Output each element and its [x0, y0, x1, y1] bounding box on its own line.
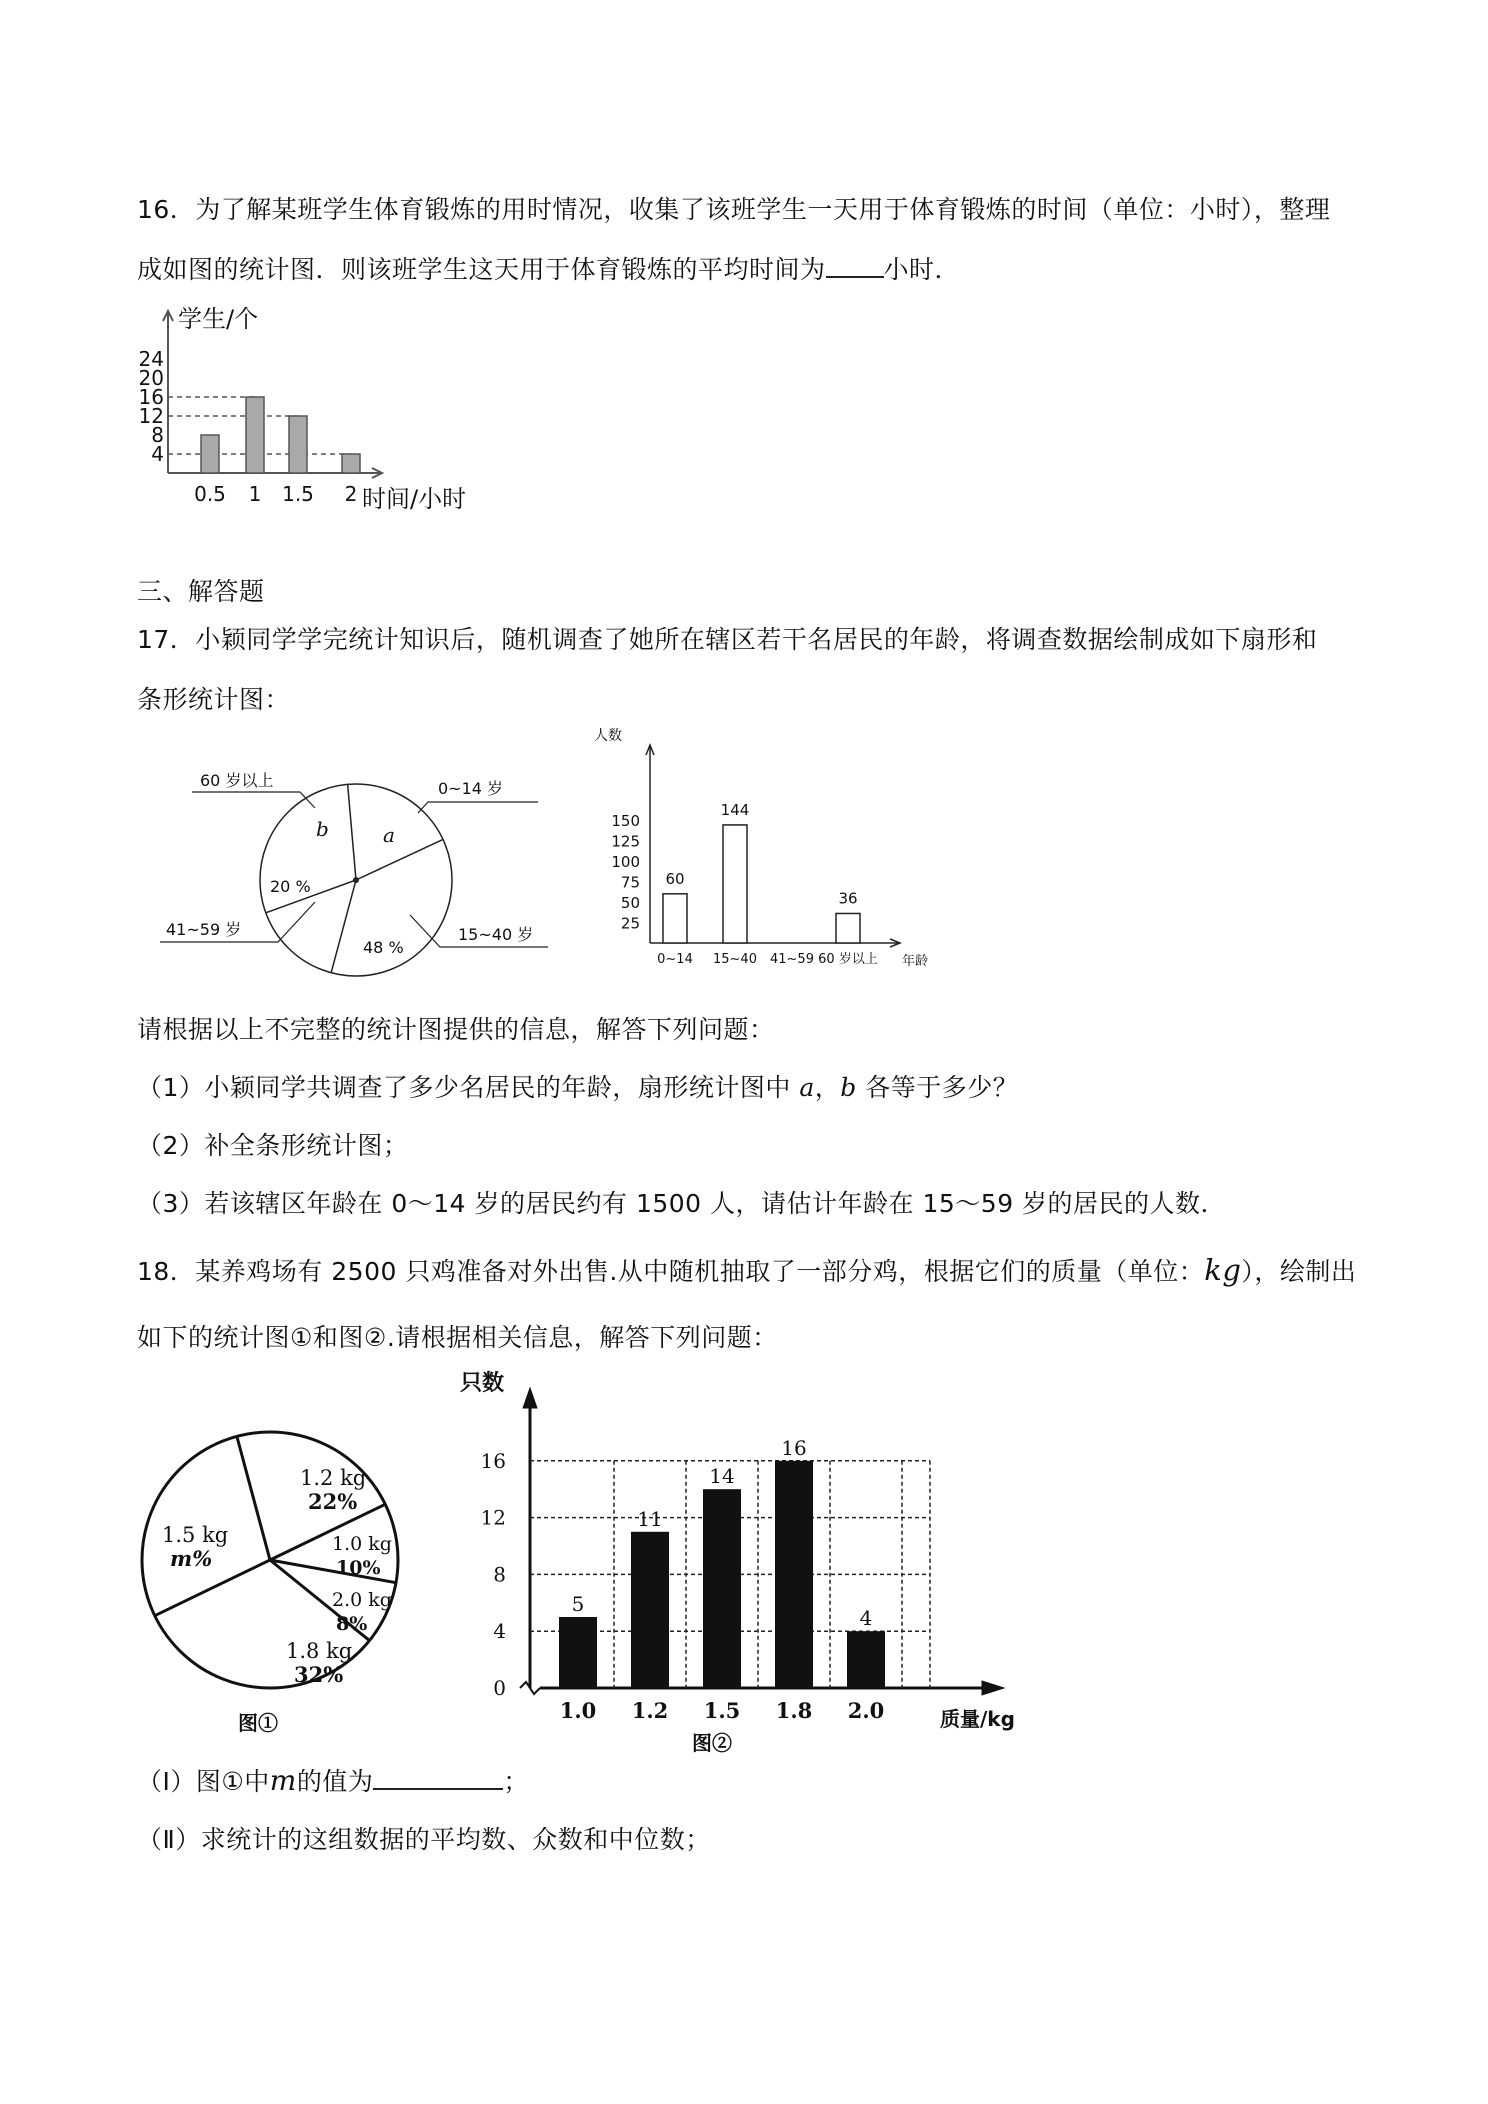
- y-tick-label: 150: [611, 812, 640, 830]
- x-axis-arrow: [982, 1681, 1004, 1695]
- x-tick-label: 1.0: [559, 1698, 597, 1723]
- var-m: m: [269, 1764, 297, 1797]
- figure-caption: 图②: [692, 1731, 732, 1755]
- slice-percent: 10%: [336, 1557, 381, 1579]
- slice-label: 1.0 kg: [332, 1533, 392, 1555]
- data-label: 11: [637, 1506, 663, 1531]
- slice-label: 2.0 kg: [332, 1589, 392, 1611]
- q17-line-2: 条形统计图：: [137, 685, 291, 714]
- var-b: b: [840, 1073, 857, 1102]
- q17-part-3: （3）若该辖区年龄在 0～14 岁的居民约有 1500 人，请估计年龄在 15～59 岁的居民的人数．: [137, 1189, 1227, 1218]
- bar: [246, 397, 264, 473]
- q17-part-1-text-b: 各等于多少？: [856, 1073, 1019, 1102]
- x-axis-label: 时间/小时: [362, 485, 467, 513]
- x-tick-label: 1.5: [703, 1698, 741, 1723]
- data-label: 144: [720, 800, 750, 819]
- leader-0-14: [418, 802, 538, 813]
- mass-pie-chart: [120, 1400, 420, 1735]
- x-tick-label: 15~40: [713, 952, 757, 967]
- exercise-time-bar-chart: [130, 305, 470, 513]
- q16-text-a: 成如图的统计图．则该班学生这天用于体育锻炼的平均时间为: [137, 255, 826, 284]
- x-tick-label: 60 岁以上: [818, 952, 878, 967]
- q17-part-2: （2）补全条形统计图；: [137, 1131, 409, 1160]
- x-tick-label: 0.5: [194, 482, 226, 506]
- q18-part-I-text-c: ；: [503, 1767, 529, 1796]
- y-tick-label: 125: [611, 832, 640, 851]
- q17-line-1: 17．小颖同学学完统计知识后，随机调查了她所在辖区若干名居民的年龄，将调查数据绘制成如下扇形和: [137, 625, 1318, 654]
- bar: [289, 416, 307, 473]
- q17-part-1: [137, 1068, 1018, 1104]
- y-axis-arrow: [523, 1388, 537, 1408]
- x-tick-label: 1: [248, 482, 262, 506]
- unit-kg: kg: [1204, 1253, 1242, 1287]
- slice-label-20: 20 %: [270, 877, 311, 896]
- slice-percent: m%: [170, 1546, 213, 1571]
- age-bar-chart: [590, 725, 970, 975]
- y-tick-label: 20: [138, 366, 164, 390]
- slice-label-b: b: [316, 817, 329, 841]
- y-axis-label: 人数: [594, 728, 622, 744]
- x-tick-label: 1.2: [631, 1698, 669, 1723]
- section-3-heading: 三、解答题: [137, 577, 265, 606]
- q18-answer-blank[interactable]: [373, 1763, 503, 1790]
- q18-part-I-text-a: （Ⅰ）图①中: [137, 1767, 270, 1796]
- mass-bar-chart: [430, 1360, 1020, 1755]
- figure-caption: 图①: [238, 1711, 278, 1735]
- q16-answer-blank[interactable]: [826, 251, 884, 278]
- bar: [201, 435, 219, 473]
- category-label-15-40: 15~40 岁: [458, 925, 534, 944]
- pie-center: [353, 877, 359, 883]
- slice-label: 1.5 kg: [162, 1523, 229, 1547]
- y-tick-label: 100: [611, 853, 640, 871]
- y-tick-label: 4: [151, 442, 164, 466]
- y-tick-label: 12: [138, 404, 164, 428]
- slice-percent: 32%: [294, 1662, 344, 1687]
- x-tick-label: 2.0: [847, 1698, 885, 1723]
- q17-part-1-text-a: （1）小颖同学共调查了多少名居民的年龄，扇形统计图中: [137, 1073, 800, 1102]
- leader-60: [192, 792, 315, 808]
- y-tick-label: 16: [480, 1448, 506, 1473]
- slice-label: 1.2 kg: [300, 1466, 367, 1490]
- y-tick-label: 8: [151, 423, 164, 447]
- slice-percent: 22%: [308, 1489, 358, 1514]
- x-tick-label: 1.5: [282, 482, 314, 506]
- pie-divider: [237, 1436, 270, 1560]
- data-label: 5: [571, 1592, 585, 1616]
- bar: [663, 894, 687, 943]
- x-tick-label: 41~59: [770, 952, 814, 967]
- q18-line-1-text-a: 18．某养鸡场有 2500 只鸡准备对外出售.从中随机抽取了一部分鸡，根据它们的质量（单位：: [137, 1257, 1205, 1286]
- age-pie-chart: [160, 735, 580, 975]
- data-label: 36: [838, 889, 858, 908]
- q18-line-1-text-b: ），绘制出: [1241, 1257, 1357, 1286]
- data-label: 4: [859, 1606, 873, 1631]
- y-tick-label: 25: [620, 914, 640, 933]
- x-axis-label: 质量/kg: [940, 1707, 1015, 1731]
- x-tick-label: 0~14: [657, 952, 693, 967]
- q18-part-I: [137, 1762, 529, 1798]
- slice-label: 1.8 kg: [286, 1639, 353, 1663]
- bar: [342, 454, 360, 473]
- slice-percent: 8%: [336, 1613, 368, 1635]
- y-tick-label: 24: [138, 347, 164, 371]
- y-tick-label: 8: [493, 1562, 506, 1587]
- q18-line-1: [137, 1252, 1356, 1288]
- bar: [631, 1532, 669, 1688]
- q16-line-1: 16．为了解某班学生体育锻炼的用时情况，收集了该班学生一天用于体育锻炼的时间（单位：小时），整理: [137, 195, 1331, 224]
- pie-divider: [356, 839, 443, 880]
- category-label-41-59: 41~59 岁: [166, 920, 242, 939]
- slice-label-48: 48 %: [363, 938, 404, 957]
- var-a: a: [799, 1073, 815, 1102]
- pie-divider: [348, 784, 356, 880]
- y-tick-label: 75: [620, 873, 640, 892]
- q16-text-b: 小时．: [883, 255, 961, 284]
- y-axis-label: 只数: [460, 1371, 505, 1396]
- pie-divider: [331, 880, 356, 973]
- x-tick-label: 2: [344, 482, 358, 506]
- bar: [775, 1461, 813, 1688]
- bar: [559, 1617, 597, 1688]
- x-tick-label: 1.8: [775, 1698, 813, 1723]
- data-label: 14: [709, 1464, 735, 1489]
- q17-prompt: 请根据以上不完整的统计图提供的信息，解答下列问题：: [137, 1015, 775, 1044]
- q18-line-2: 如下的统计图①和图②.请根据相关信息，解答下列问题：: [137, 1323, 778, 1352]
- bar: [836, 913, 860, 943]
- bar: [703, 1489, 741, 1688]
- y-tick-label: 16: [138, 385, 164, 409]
- data-label: 16: [781, 1435, 807, 1460]
- category-label-60: 60 岁以上: [200, 771, 274, 790]
- y-axis-label: 学生/个: [178, 305, 259, 333]
- y-tick-label: 4: [493, 1619, 506, 1644]
- q18-part-I-text-b: 的值为: [296, 1767, 374, 1796]
- q18-part-II: （Ⅱ）求统计的这组数据的平均数、众数和中位数；: [137, 1825, 711, 1854]
- y-tick-label: 50: [620, 894, 640, 912]
- category-label-0-14: 0~14 岁: [438, 779, 504, 798]
- y-tick-label: 12: [480, 1505, 506, 1530]
- data-label: 60: [665, 869, 685, 888]
- bar: [723, 825, 747, 943]
- x-axis-label: 年龄: [902, 954, 929, 969]
- q17-part-1-sep: ，: [814, 1073, 841, 1102]
- slice-label-a: a: [383, 823, 395, 847]
- q16-line-2: [137, 250, 960, 286]
- y-tick-label: 0: [493, 1676, 506, 1700]
- bar: [847, 1631, 885, 1688]
